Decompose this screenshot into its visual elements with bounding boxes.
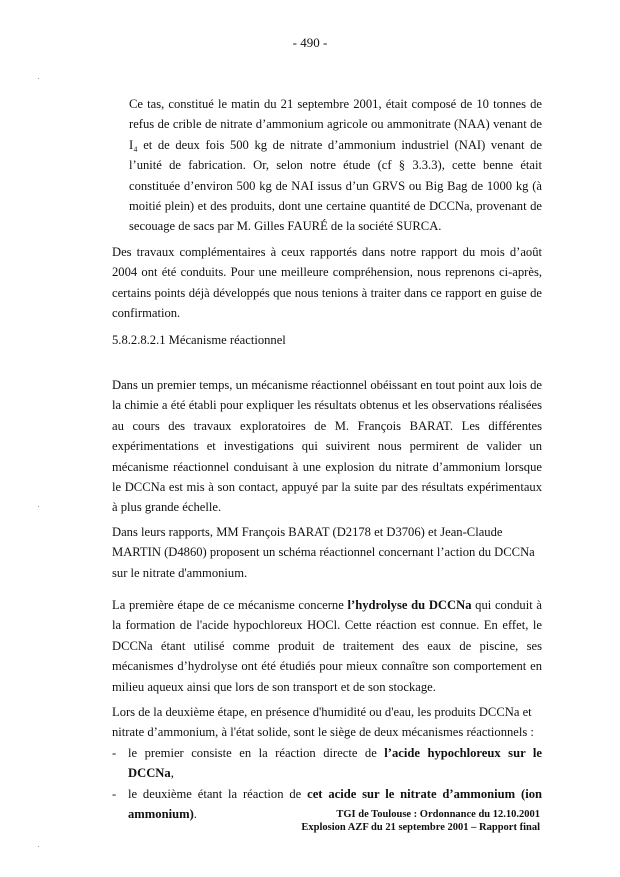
footer-line-2: Explosion AZF du 21 septembre 2001 – Rapport final <box>301 822 540 833</box>
first-step-text: La première étape de ce mécanisme concerne <box>112 598 348 612</box>
quoted-paragraph: Ce tas, constitué le matin du 21 septembre 2001, était composé de 10 tonnes de refus de crible de nitrate d’ammonium agricole ou ammonitrate (NAA) venant de I₄ et de deux fois 500 kg de nitrate d’ammonium industriel (NAI) venant de l’unité de fabrication. Or, selon notre étude (cf § 3.3.3), cette benne était constituée d’environ 500 kg de NAI issus d’un GRVS ou Big Bag de 1000 kg (à moitié plein) et des produits, dont une certaine quantité de DCCNa, provenant de secouage de sacs par M. Gilles FAURÉ de la société SURCA. <box>129 97 542 234</box>
list-item <box>112 743 542 784</box>
second-step-intro: Lors de la deuxième étape, en présence d'humidité ou d'eau, les produits DCCNa et nitrate d’ammonium, à l'état solide, sont le siège de deux mécanismes réactionnels : <box>112 705 534 740</box>
page-number: - 490 - <box>292 35 328 50</box>
paragraph-second-step <box>112 702 542 824</box>
list-item-text: le premier consiste en la réaction directe de <box>128 745 385 760</box>
paragraph-reports-line-3: sur le nitrate d'ammonium. <box>112 565 248 580</box>
list-item-punct: , <box>170 766 174 781</box>
list-item-bold: cet acide sur le nitrate d’ammonium (ion ammonium) <box>128 786 542 822</box>
scan-speck <box>38 78 39 79</box>
paragraph-first-step <box>112 595 542 697</box>
first-step-text-cont: qui conduit à la formation de l'acide hypochloreux HOCl. Cette réaction est connue. En effet, le DCCNa étant utilisé comme produit de traitement des eaux de piscine, ses mécanismes d’hydrolyse ont été étudiés pour mieux connaître son comportement en milieu aqueux ainsi que lors de son transport et de son stockage. <box>112 598 542 694</box>
paragraph-reports-line-1: Dans leurs rapports, MM François BARAT (D2178 et D3706) et Jean-Claude <box>112 525 503 539</box>
scan-speck <box>38 506 39 507</box>
list-item-text: le deuxième étant la réaction de <box>128 786 308 801</box>
paragraph-first-mechanism: Dans un premier temps, un mécanisme réactionnel obéissant en tout point aux lois de la chimie a été établi pour expliquer les résultats obtenus et les observations réalisées au cours des travaux exploratoires de M. François BARAT. Les différentes expérimentations et investigations qui suivirent nous permirent de valider un mécanisme réactionnel conduisant à une explosion du nitrate d’ammonium lorsque le DCCNa est mis à son contact, appuyé par la suite par des résultats expérimentaux à plus grande échelle. <box>112 378 542 515</box>
footer-line-1: TGI de Toulouse : Ordonnance du 12.10.2001 <box>336 809 540 820</box>
scan-speck <box>38 846 39 847</box>
paragraph-complementary-work: Des travaux complémentaires à ceux rapportés dans notre rapport du mois d’août 2004 ont été conduits. Pour une meilleure compréhension, nous reprenons ci-après, certains points déjà développés que nous tenions à traiter dans ce rapport en guise de confirmation. <box>112 245 542 321</box>
first-step-bold-term: l’hydrolyse du DCCNa <box>347 598 472 612</box>
page-footer <box>301 808 540 834</box>
list-item-bold: l’acide hypochloreux sur le DCCNa <box>128 745 542 781</box>
section-heading: 5.8.2.8.2.1 Mécanisme réactionnel <box>112 333 286 347</box>
list-item-punct: . <box>193 807 197 822</box>
paragraph-reports <box>112 522 542 583</box>
paragraph-reports-line-2: MARTIN (D4860) proposent un schéma réactionnel concernant l’action du DCCNa <box>112 545 535 560</box>
